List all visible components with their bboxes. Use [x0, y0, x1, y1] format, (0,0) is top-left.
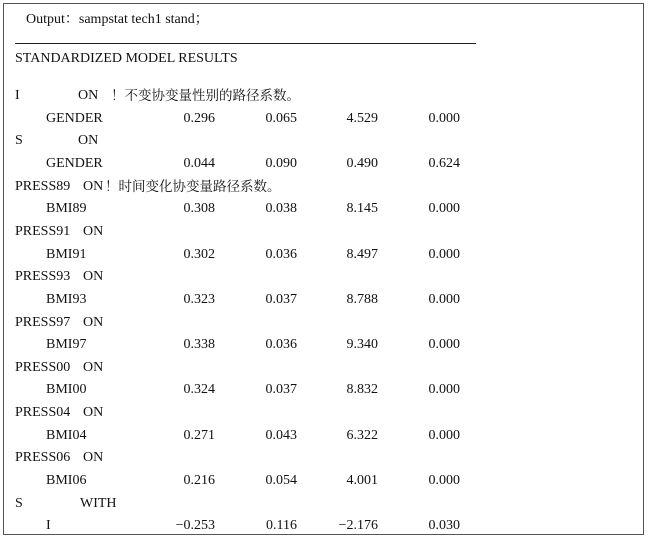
- est-se-ratio-value: 9.340: [346, 337, 378, 353]
- p-value: 0.000: [428, 246, 460, 262]
- regression-header-row: [0, 358, 650, 378]
- p-value: 0.000: [428, 337, 460, 353]
- predictor-label: BMI91: [46, 246, 87, 262]
- comment-note: ！不变协变量性别的路径系数。: [111, 88, 300, 104]
- coefficient-row: [0, 290, 650, 310]
- coefficient-row: [0, 516, 650, 536]
- estimate-value: 0.296: [183, 110, 215, 126]
- p-value: 0.000: [428, 382, 460, 398]
- section-title: STANDARDIZED MODEL RESULTS: [15, 51, 238, 66]
- std-error-value: 0.038: [265, 201, 297, 217]
- std-error-value: 0.037: [265, 291, 297, 307]
- relation-keyword: ON: [83, 450, 104, 466]
- est-se-ratio-value: 8.788: [346, 291, 378, 307]
- std-error-value: 0.036: [265, 337, 297, 353]
- relation-keyword: ON: [78, 133, 99, 149]
- dependent-variable: S: [15, 133, 23, 149]
- predictor-label: BMI89: [46, 201, 87, 217]
- regression-header-row: [0, 313, 650, 333]
- dependent-variable: PRESS04: [15, 405, 71, 421]
- est-se-ratio-value: 8.145: [346, 201, 378, 217]
- std-error-value: 0.116: [266, 518, 297, 534]
- estimate-value: 0.323: [183, 291, 215, 307]
- dependent-variable: I: [15, 88, 20, 103]
- est-se-ratio-value: 8.497: [346, 246, 378, 262]
- regression-header-row: [0, 403, 650, 423]
- relation-keyword: ON: [83, 269, 104, 285]
- regression-header-row: [0, 86, 650, 106]
- std-error-value: 0.036: [265, 246, 297, 262]
- coefficient-row: [0, 335, 650, 355]
- p-value: 0.000: [428, 201, 460, 217]
- estimate-value: −0.253: [175, 518, 215, 534]
- coefficient-row: [0, 471, 650, 491]
- est-se-ratio-value: 4.529: [346, 110, 378, 126]
- coefficient-row: [0, 380, 650, 400]
- dependent-variable: PRESS06: [15, 450, 71, 466]
- estimate-value: 0.044: [183, 155, 215, 171]
- dependent-variable: PRESS91: [15, 223, 71, 239]
- estimate-value: 0.308: [183, 201, 215, 217]
- p-value: 0.000: [428, 473, 460, 489]
- coefficient-row: [0, 426, 650, 446]
- predictor-label: BMI93: [46, 291, 87, 307]
- predictor-label: GENDER: [46, 155, 103, 171]
- est-se-ratio-value: 6.322: [346, 427, 378, 443]
- predictor-label: BMI00: [46, 382, 87, 398]
- comment-note: ！时间变化协变量路径系数。: [105, 178, 281, 195]
- p-value: 0.624: [428, 155, 460, 171]
- estimate-value: 0.302: [183, 246, 215, 262]
- predictor-label: GENDER: [46, 110, 103, 126]
- coefficient-row: [0, 245, 650, 265]
- regression-header-row: [0, 222, 650, 242]
- dependent-variable: PRESS93: [15, 269, 71, 285]
- dependent-variable: PRESS00: [15, 359, 71, 375]
- estimate-value: 0.216: [183, 473, 215, 489]
- est-se-ratio-value: 0.490: [346, 155, 378, 171]
- regression-header-row: [0, 448, 650, 468]
- regression-header-row: [0, 131, 650, 151]
- est-se-ratio-value: −2.176: [338, 518, 378, 534]
- predictor-label: I: [46, 518, 51, 534]
- command-line: Output：sampstat tech1 stand；: [26, 12, 209, 27]
- regression-header-row: [0, 177, 650, 197]
- dependent-variable: S: [15, 495, 23, 511]
- relation-keyword: ON: [83, 405, 104, 421]
- relation-keyword: ON: [83, 314, 104, 330]
- relation-keyword: WITH: [80, 495, 117, 511]
- dependent-variable: PRESS89: [15, 178, 71, 194]
- coefficient-row: [0, 109, 650, 129]
- estimate-value: 0.271: [183, 427, 215, 443]
- relation-keyword: ON: [83, 223, 104, 239]
- estimate-value: 0.338: [183, 337, 215, 353]
- std-error-value: 0.054: [265, 473, 297, 489]
- regression-header-row: [0, 267, 650, 287]
- std-error-value: 0.043: [265, 427, 297, 443]
- relation-keyword: ON: [78, 88, 99, 103]
- dependent-variable: PRESS97: [15, 314, 71, 330]
- regression-header-row: [0, 494, 650, 514]
- coefficient-row: [0, 199, 650, 219]
- predictor-label: BMI06: [46, 473, 87, 489]
- predictor-label: BMI04: [46, 427, 87, 443]
- predictor-label: BMI97: [46, 337, 87, 353]
- relation-keyword: ON: [83, 178, 104, 194]
- std-error-value: 0.065: [265, 110, 297, 126]
- p-value: 0.000: [428, 427, 460, 443]
- estimate-value: 0.324: [183, 382, 215, 398]
- est-se-ratio-value: 8.832: [346, 382, 378, 398]
- p-value: 0.000: [428, 110, 460, 126]
- std-error-value: 0.037: [265, 382, 297, 398]
- coefficient-row: [0, 154, 650, 174]
- relation-keyword: ON: [83, 359, 104, 375]
- p-value: 0.000: [428, 291, 460, 307]
- divider-rule: [15, 43, 476, 44]
- std-error-value: 0.090: [265, 155, 297, 171]
- p-value: 0.030: [428, 518, 460, 534]
- est-se-ratio-value: 4.001: [346, 473, 378, 489]
